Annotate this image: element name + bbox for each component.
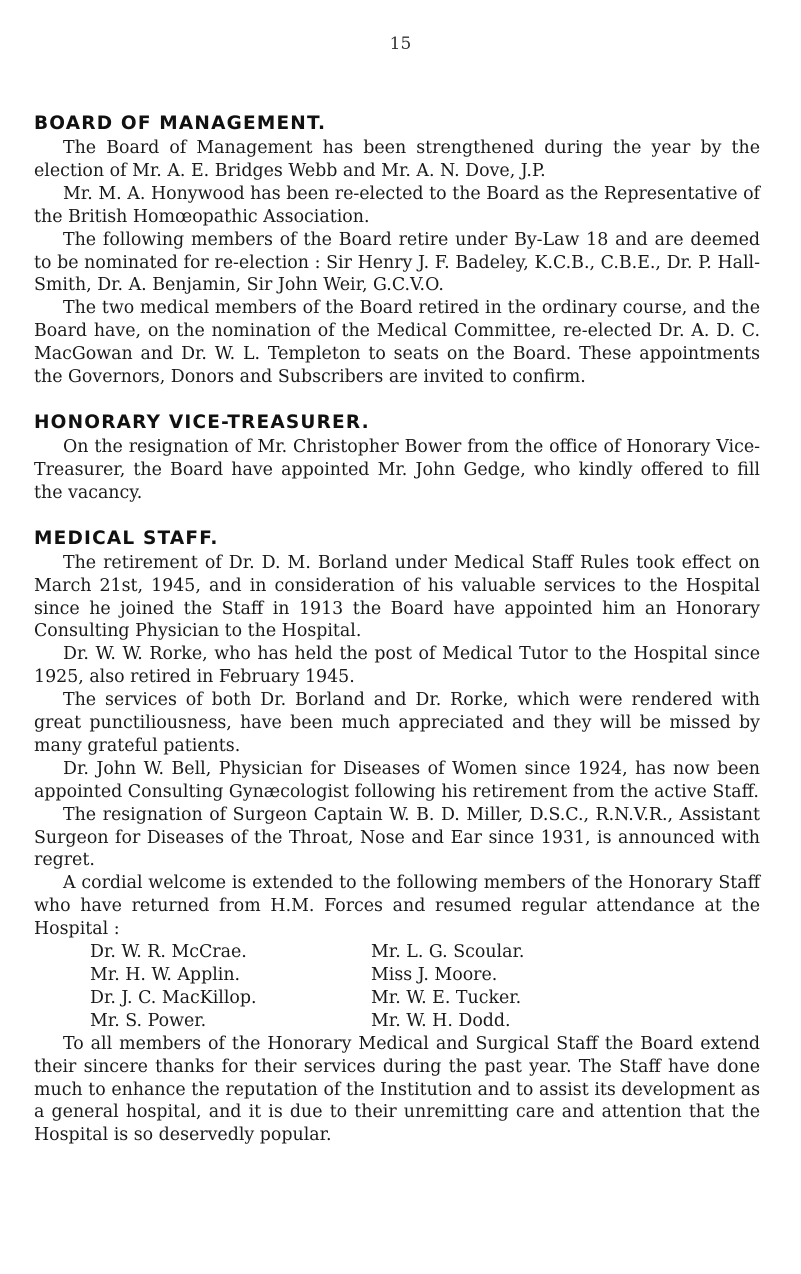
paragraph: A cordial welcome is extended to the following members of the Honorary Staff who have returned from H.M. Forces and resumed regular attendance at the Hospital : <box>34 873 760 940</box>
paragraph: The following members of the Board retire under By-Law 18 and are deemed to be nominated for re-election : Sir Henry J. F. Badeley, K.C.B., C.B.E., Dr. P. Hall-Smith, Dr. A. Benjamin, Sir John Weir, G.C.V.O. <box>34 229 760 296</box>
returned-staff-list <box>90 941 760 1033</box>
staff-name: Mr. H. W. Applin. <box>90 965 241 985</box>
staff-name: Mr. S. Power. <box>90 1010 207 1031</box>
paragraph: Dr. John W. Bell, Physician for Diseases of Women since 1924, has now been appointed Consulting Gynæcologist following his retirement from the active Staff. <box>34 758 760 802</box>
paragraph: The two medical members of the Board retired in the ordinary course, and the Board have, on the nomination of the Medical Committee, re-elected Dr. A. D. C. MacGowan and Dr. W. L. Templeton to seats on the Board. These appointments the Governors, Donors and Subscribers are invited to confirm. <box>34 298 760 388</box>
section-board-of-management <box>34 112 760 389</box>
paragraph: The resignation of Surgeon Captain W. B. D. Miller, D.S.C., R.N.V.R., Assistant Surgeon for Diseases of the Throat, Nose and Ear since 1931, is announced with regret. <box>34 804 760 871</box>
document-body <box>34 112 760 1169</box>
staff-name: Dr. W. R. McCrae. <box>90 942 247 963</box>
paragraph: Dr. W. W. Rorke, who has held the post of Medical Tutor to the Hospital since 1925, also retired in February 1945. <box>34 644 760 688</box>
paragraph: The retirement of Dr. D. M. Borland under Medical Staff Rules took effect on March 21st, 1945, and in consideration of his valuable services to the Hospital since he joined the Staff in 1913 the Board have appointed him an Honorary Consulting Physician to the Hospital. <box>34 552 760 642</box>
paragraph: On the resignation of Mr. Christopher Bower from the office of Honorary Vice-Treasurer, the Board have appointed Mr. John Gedge, who kindly offered to fill the vacancy. <box>34 436 760 503</box>
page-number: 15 <box>389 34 412 54</box>
paragraph: The services of both Dr. Borland and Dr. Rorke, which were rendered with great punctiliousness, have been much appreciated and they will be missed by many grateful patients. <box>34 690 760 756</box>
staff-name: Mr. W. E. Tucker. <box>371 987 522 1008</box>
staff-name: Mr. W. H. Dodd. <box>371 1010 511 1031</box>
section-honorary-vice-treasurer <box>34 411 760 505</box>
section-heading: HONORARY VICE-TREASURER. <box>34 411 370 433</box>
staff-name: Dr. J. C. MacKillop. <box>90 987 257 1008</box>
paragraph: The Board of Management has been strengthened during the year by the election of Mr. A. E. Bridges Webb and Mr. A. N. Dove, J.P. <box>34 138 760 181</box>
staff-name: Mr. L. G. Scoular. <box>371 942 525 963</box>
staff-name: Miss J. Moore. <box>371 965 498 985</box>
paragraph: Mr. M. A. Honywood has been re-elected to the Board as the Representative of the British Homœopathic Association. <box>34 183 760 227</box>
section-heading: MEDICAL STAFF. <box>34 527 219 549</box>
section-medical-staff <box>34 527 760 1148</box>
section-heading: BOARD OF MANAGEMENT. <box>34 113 327 134</box>
paragraph: To all members of the Honorary Medical and Surgical Staff the Board extend their sincere thanks for their services during the past year. The Staff have done much to enhance the reputation of the Institution and to assist its development as a general hospital, and it is due to their unremitting care and attention that the Hospital is so deservedly popular. <box>34 1033 760 1146</box>
